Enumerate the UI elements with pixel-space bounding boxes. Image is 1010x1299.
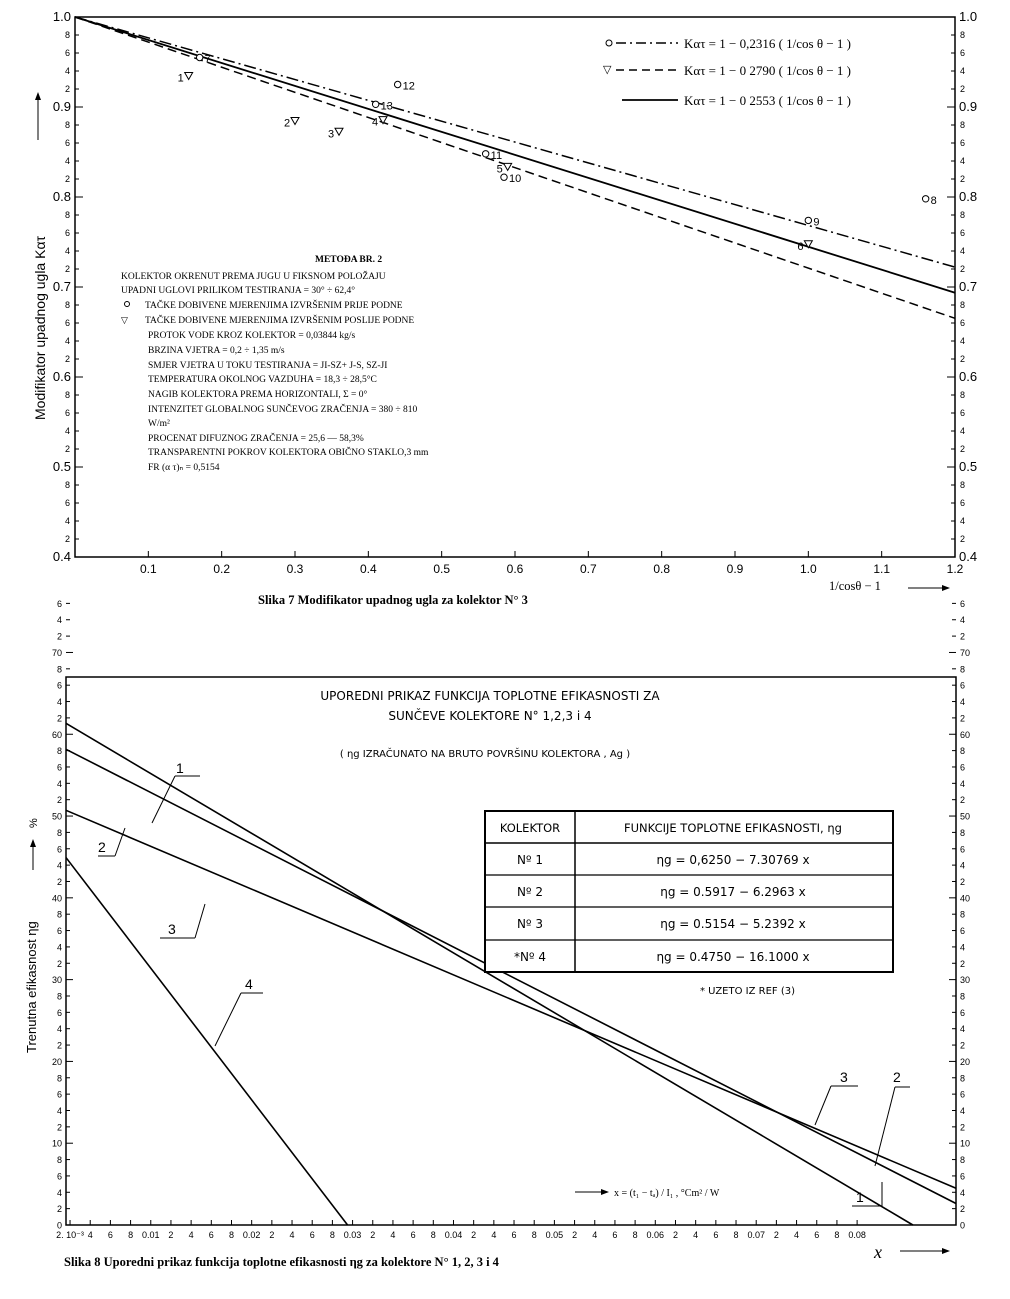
y-tick-label: 60 xyxy=(51,729,62,740)
y-tick-label: 2 xyxy=(960,795,966,806)
series-label-4: 4 xyxy=(245,976,253,992)
y-minor-label: 8 xyxy=(960,120,966,130)
y-tick-label: 50 xyxy=(960,811,971,822)
x-tick-label: 0.3 xyxy=(286,562,304,576)
y-minor-label: 4 xyxy=(64,426,70,436)
x-tick-label: 8 xyxy=(128,1230,134,1240)
x-tick-label: 0.07 xyxy=(747,1230,765,1240)
y-tick-label: 4 xyxy=(56,615,62,626)
chart2-series-lines xyxy=(66,723,956,1225)
y-tick-label: 0.6 xyxy=(959,369,978,384)
y-tick-label: 2 xyxy=(960,1040,966,1051)
legend-entry-3: Kατ = 1 − 0 2553 ( 1/cos θ − 1 ) xyxy=(684,93,851,108)
y-tick-label: 4 xyxy=(960,778,966,789)
y-tick-label: 6 xyxy=(960,844,966,855)
series-label-3: 3 xyxy=(168,921,176,937)
y-tick-label: 2 xyxy=(960,1204,966,1215)
y-tick-label: 4 xyxy=(56,1024,62,1035)
y-tick-label: 2 xyxy=(56,1122,62,1133)
chart2-y-unit: % xyxy=(28,818,40,828)
y-tick-label: 4 xyxy=(960,697,966,708)
y-tick-label: 6 xyxy=(960,926,966,937)
y-tick-label: 2 xyxy=(56,876,62,887)
x-tick-label: 6 xyxy=(612,1230,618,1240)
x-tick-label: 1.2 xyxy=(946,562,964,576)
point-label: 7 xyxy=(204,53,211,66)
x-tick-label: 1.0 xyxy=(799,562,817,576)
x-tick-label: 6 xyxy=(309,1230,315,1240)
y-tick-label: 8 xyxy=(960,746,966,757)
info-param: NAGIB KOLEKTORA PREMA HORIZONTALI, Σ = 0° xyxy=(148,390,368,400)
y-tick-label: 6 xyxy=(56,680,62,691)
y-tick-label: 6 xyxy=(960,598,966,609)
x-tick-label: 2. 10⁻³ xyxy=(56,1230,84,1240)
point-label: 11 xyxy=(490,149,503,162)
y-tick-label: 0 xyxy=(56,1220,62,1231)
table-cell: Nº 2 xyxy=(516,885,544,899)
y-tick-label: 0.7 xyxy=(52,279,71,294)
info-param: W/m² xyxy=(148,419,170,429)
info-title: METOĐA BR. 2 xyxy=(315,255,383,265)
chart1-info-block xyxy=(121,255,429,473)
y-minor-label: 6 xyxy=(64,48,70,58)
y-minor-label: 4 xyxy=(960,426,966,436)
y-minor-label: 8 xyxy=(960,30,966,40)
y-minor-label: 4 xyxy=(64,246,70,256)
y-tick-label: 2 xyxy=(960,713,966,724)
y-tick-label: 4 xyxy=(960,1105,966,1116)
x-tick-label: 0.5 xyxy=(433,562,451,576)
y-tick-label: 6 xyxy=(56,844,62,855)
y-tick-label: 2 xyxy=(56,958,62,969)
chart2-x-ticks xyxy=(56,1220,866,1240)
y-minor-label: 2 xyxy=(64,174,70,184)
point-label: 4 xyxy=(372,116,379,129)
chart2-y-axis-label: Trenutna efikasnost ηg xyxy=(24,921,39,1053)
y-tick-label: 8 xyxy=(960,1155,966,1166)
y-tick-label: 8 xyxy=(56,664,62,675)
y-minor-label: 6 xyxy=(64,408,70,418)
x-tick-label: 8 xyxy=(531,1230,537,1240)
y-tick-label: 8 xyxy=(56,827,62,838)
point-label: 5 xyxy=(496,163,503,176)
y-tick-label: 4 xyxy=(56,778,62,789)
table-cell: *Nº 4 xyxy=(513,950,547,964)
y-minor-label: 6 xyxy=(64,498,70,508)
y-tick-label: 8 xyxy=(960,1073,966,1084)
y-minor-label: 6 xyxy=(960,228,966,238)
series-label-1: 1 xyxy=(856,1189,864,1205)
chart1-caption: Slika 7 Modifikator upadnog ugla za kolektor N° 3 xyxy=(258,593,528,607)
table-cell: Nº 1 xyxy=(516,853,544,867)
x-tick-label: 8 xyxy=(632,1230,638,1240)
y-tick-label: 4 xyxy=(960,942,966,953)
table-header-function: FUNKCIJE TOPLOTNE EFIKASNOSTI, ηg xyxy=(624,821,842,835)
info-param: BRZINA VJETRA = 0,2 ÷ 1,35 m/s xyxy=(148,346,285,356)
y-tick-label: 8 xyxy=(56,909,62,920)
x-tick-label: 0.06 xyxy=(646,1230,665,1240)
chart1-y-axis-label: Modifikator upadnog ugla Kατ xyxy=(32,235,48,420)
y-tick-label: 0.4 xyxy=(959,549,978,564)
y-minor-label: 2 xyxy=(960,354,966,364)
x-tick-label: 0.6 xyxy=(506,562,524,576)
x-tick-label: 6 xyxy=(814,1230,820,1240)
y-minor-label: 2 xyxy=(64,534,70,544)
y-minor-label: 2 xyxy=(960,444,966,454)
point-before-noon xyxy=(394,81,400,87)
svg-text:▽: ▽ xyxy=(121,315,128,325)
y-tick-label: 2 xyxy=(56,795,62,806)
y-minor-label: 6 xyxy=(960,408,966,418)
y-minor-label: 6 xyxy=(960,498,966,508)
y-tick-label: 70 xyxy=(960,647,971,658)
table-header-kolektor: KOLEKTOR xyxy=(499,821,561,835)
info-param: TEMPERATURA OKOLNOG VAZDUHA = 18,3 ÷ 28,5°C xyxy=(148,375,377,385)
point-label: 1 xyxy=(177,72,184,85)
svg-text:▽: ▽ xyxy=(603,64,612,76)
x-tick-label: 0.08 xyxy=(848,1230,866,1240)
info-line: UPADNI UGLOVI PRILIKOM TESTIRANJA = 30° ÷ 62,4° xyxy=(121,286,356,296)
point-before-noon xyxy=(196,54,202,60)
y-minor-label: 8 xyxy=(64,30,70,40)
legend-entry-1: Kατ = 1 − 0,2316 ( 1/cos θ − 1 ) xyxy=(684,36,851,51)
y-tick-label: 8 xyxy=(960,909,966,920)
y-tick-label: 0 xyxy=(960,1220,966,1231)
y-tick-label: 0.8 xyxy=(959,189,978,204)
y-tick-label: 20 xyxy=(51,1056,62,1067)
y-minor-label: 2 xyxy=(64,264,70,274)
series-label-1: 1 xyxy=(176,760,184,776)
table-cell: Nº 3 xyxy=(516,917,544,931)
x-tick-label: 4 xyxy=(693,1230,699,1240)
y-minor-label: 2 xyxy=(960,84,966,94)
y-tick-label: 4 xyxy=(56,1187,62,1198)
y-tick-label: 0.8 xyxy=(52,189,71,204)
point-label: 13 xyxy=(380,100,393,113)
table-cell: ηg = 0.5154 − 5.2392 x xyxy=(660,917,806,931)
info-param: SMJER VJETRA U TOKU TESTIRANJA = JI-SZ+ J-S, SZ-JI xyxy=(148,361,388,371)
y-tick-label: 0.4 xyxy=(52,549,71,564)
y-minor-label: 4 xyxy=(64,156,70,166)
series-line-1 xyxy=(66,723,913,1225)
y-tick-label: 4 xyxy=(960,1024,966,1035)
y-minor-label: 4 xyxy=(960,156,966,166)
x-tick-label: 6 xyxy=(208,1230,214,1240)
x-tick-label: 0.05 xyxy=(545,1230,564,1240)
x-tick-label: 2 xyxy=(672,1230,678,1240)
y-tick-label: 0.9 xyxy=(52,99,71,114)
y-tick-label: 2 xyxy=(56,1040,62,1051)
y-tick-label: 10 xyxy=(960,1138,971,1149)
x-tick-label: 6 xyxy=(713,1230,719,1240)
x-tick-label: 4 xyxy=(592,1230,598,1240)
y-tick-label: 4 xyxy=(56,942,62,953)
point-label: 12 xyxy=(402,80,415,93)
info-param: TRANSPARENTNI POKROV KOLEKTORA OBIČNO STAKLO,3 mm xyxy=(148,448,429,458)
y-tick-label: 6 xyxy=(960,1171,966,1182)
chart1-legend xyxy=(603,36,851,108)
y-tick-label: 6 xyxy=(56,1007,62,1018)
point-before-noon xyxy=(482,151,488,157)
table-cell: ηg = 0.4750 − 16.1000 x xyxy=(656,950,810,964)
y-tick-label: 8 xyxy=(960,827,966,838)
point-before-noon xyxy=(922,196,928,202)
y-tick-label: 6 xyxy=(56,1171,62,1182)
y-tick-label: 40 xyxy=(960,893,971,904)
y-tick-label: 8 xyxy=(56,746,62,757)
x-tick-label: 8 xyxy=(228,1230,234,1240)
chart2-x-axis-label: x xyxy=(874,1242,882,1262)
x-tick-label: 6 xyxy=(107,1230,113,1240)
x-tick-label: 6 xyxy=(410,1230,416,1240)
series-label-2: 2 xyxy=(98,839,106,855)
y-tick-label: 4 xyxy=(960,615,966,626)
point-label: 8 xyxy=(930,194,937,207)
x-tick-label: 2 xyxy=(471,1230,477,1240)
y-minor-label: 4 xyxy=(960,336,966,346)
chart1-x-ticks xyxy=(140,551,964,576)
y-tick-label: 60 xyxy=(960,729,971,740)
y-minor-label: 6 xyxy=(960,318,966,328)
y-tick-label: 6 xyxy=(56,926,62,937)
y-tick-label: 30 xyxy=(960,975,971,986)
y-minor-label: 2 xyxy=(64,444,70,454)
point-label: 9 xyxy=(813,216,820,229)
info-param: FR (α τ)ₙ = 0,5154 xyxy=(148,463,220,473)
x-tick-label: 0.7 xyxy=(579,562,597,576)
x-tick-label: 4 xyxy=(491,1230,497,1240)
y-tick-label: 0.7 xyxy=(959,279,978,294)
x-tick-label: 0.4 xyxy=(359,562,377,576)
y-minor-label: 4 xyxy=(64,516,70,526)
x-tick-label: 2 xyxy=(168,1230,174,1240)
table-cell: ηg = 0.5917 − 6.2963 x xyxy=(660,885,806,899)
y-tick-label: 0.5 xyxy=(52,459,71,474)
info-param: INTENZITET GLOBALNOG SUNČEVOG ZRAČENJA = 380 ÷ 810 xyxy=(148,405,418,415)
y-minor-label: 2 xyxy=(64,354,70,364)
y-tick-label: 8 xyxy=(56,991,62,1002)
x-tick-label: 6 xyxy=(511,1230,517,1240)
y-minor-label: 8 xyxy=(64,300,70,310)
x-tick-label: 2 xyxy=(370,1230,376,1240)
y-tick-label: 0.5 xyxy=(959,459,978,474)
y-tick-label: 0.9 xyxy=(959,99,978,114)
y-minor-label: 6 xyxy=(64,318,70,328)
y-tick-label: 30 xyxy=(51,975,62,986)
y-minor-label: 4 xyxy=(960,66,966,76)
y-minor-label: 6 xyxy=(960,138,966,148)
y-tick-label: 8 xyxy=(56,1155,62,1166)
y-tick-label: 2 xyxy=(960,631,966,642)
y-tick-label: 50 xyxy=(51,811,62,822)
x-tick-label: 0.03 xyxy=(343,1230,362,1240)
y-minor-label: 8 xyxy=(64,210,70,220)
x-tick-label: 4 xyxy=(87,1230,93,1240)
y-minor-label: 6 xyxy=(960,48,966,58)
chart1-data-points xyxy=(178,54,937,253)
y-tick-label: 6 xyxy=(56,598,62,609)
y-tick-label: 6 xyxy=(960,1089,966,1100)
x-tick-label: 0.8 xyxy=(653,562,671,576)
y-minor-label: 4 xyxy=(64,66,70,76)
x-tick-label: 4 xyxy=(188,1230,194,1240)
info-param: PROCENAT DIFUZNOG ZRAČENJA = 25,6 — 58,3% xyxy=(148,434,364,444)
point-before-noon xyxy=(372,101,378,107)
point-label: 2 xyxy=(284,117,291,130)
point-after-noon xyxy=(291,118,299,125)
x-tick-label: 2 xyxy=(572,1230,578,1240)
table-cell: ηg = 0,6250 − 7.30769 x xyxy=(656,853,810,867)
y-tick-label: 4 xyxy=(56,860,62,871)
chart2-title-2: SUNČEVE KOLEKTORE N° 1,2,3 i 4 xyxy=(388,709,592,723)
point-before-noon xyxy=(805,217,811,223)
y-minor-label: 8 xyxy=(960,390,966,400)
y-tick-label: 6 xyxy=(960,762,966,773)
x-tick-label: 0.1 xyxy=(139,562,157,576)
x-tick-label: 0.02 xyxy=(242,1230,261,1240)
x-tick-label: 8 xyxy=(329,1230,335,1240)
x-tick-label: 8 xyxy=(430,1230,436,1240)
y-tick-label: 0.6 xyxy=(52,369,71,384)
y-minor-label: 4 xyxy=(64,336,70,346)
point-after-noon xyxy=(379,117,387,124)
y-tick-label: 4 xyxy=(960,860,966,871)
y-tick-label: 6 xyxy=(56,1089,62,1100)
info-line: KOLEKTOR OKRENUT PREMA JUGU U FIKSNOM POLOŽAJU xyxy=(121,272,386,282)
x-tick-label: 4 xyxy=(390,1230,396,1240)
y-tick-label: 2 xyxy=(56,1204,62,1215)
x-tick-label: 1.1 xyxy=(873,562,891,576)
x-tick-label: 0.01 xyxy=(141,1230,160,1240)
chart-slika-7 xyxy=(32,9,977,607)
point-after-noon xyxy=(185,73,193,80)
series-label-2: 2 xyxy=(893,1069,901,1085)
series-label-3: 3 xyxy=(840,1069,848,1085)
y-tick-label: 2 xyxy=(960,958,966,969)
x-tick-label: 4 xyxy=(289,1230,295,1240)
y-tick-label: 70 xyxy=(51,647,62,658)
x-tick-label: 8 xyxy=(834,1230,840,1240)
table-footnote: * UZETO IZ REF (3) xyxy=(700,986,795,997)
y-tick-label: 1.0 xyxy=(959,9,978,24)
chart-slika-8 xyxy=(24,599,970,1269)
y-tick-label: 8 xyxy=(960,991,966,1002)
point-label: 3 xyxy=(328,128,335,141)
y-minor-label: 8 xyxy=(64,480,70,490)
y-minor-label: 2 xyxy=(64,84,70,94)
y-minor-label: 4 xyxy=(960,246,966,256)
y-tick-label: 8 xyxy=(960,664,966,675)
legend-before-noon: TAČKE DOBIVENE MJERENJIMA IZVRŠENIM PRIJE PODNE xyxy=(145,301,403,311)
y-tick-label: 2 xyxy=(960,876,966,887)
point-label: 6 xyxy=(797,240,804,253)
x-tick-label: 8 xyxy=(733,1230,739,1240)
x-tick-label: 0.9 xyxy=(726,562,744,576)
y-tick-label: 6 xyxy=(960,1007,966,1018)
y-tick-label: 2 xyxy=(56,713,62,724)
y-minor-label: 8 xyxy=(960,300,966,310)
y-minor-label: 6 xyxy=(64,138,70,148)
legend-entry-2: Kατ = 1 − 0 2790 ( 1/cos θ − 1 ) xyxy=(684,63,851,78)
chart1-x-axis-label: 1/cosθ − 1 xyxy=(829,579,881,593)
x-tick-label: 0.04 xyxy=(444,1230,463,1240)
y-minor-label: 8 xyxy=(960,210,966,220)
y-minor-label: 8 xyxy=(960,480,966,490)
chart2-title: UPOREDNI PRIKAZ FUNKCIJA TOPLOTNE EFIKASNOSTI ZA xyxy=(320,689,660,703)
y-tick-label: 20 xyxy=(960,1056,971,1067)
legend-after-noon: TAČKE DOBIVENE MJERENJIMA IZVRŠENIM POSLIJE PODNE xyxy=(145,316,415,326)
y-minor-label: 4 xyxy=(960,516,966,526)
point-after-noon xyxy=(335,128,343,135)
x-tick-label: 0.2 xyxy=(213,562,231,576)
y-tick-label: 40 xyxy=(51,893,62,904)
y-tick-label: 4 xyxy=(56,697,62,708)
y-minor-label: 6 xyxy=(64,228,70,238)
point-after-noon xyxy=(504,163,512,170)
chart2-x-formula: x = (t₁ − tₐ) / I₁ , °Cm² / W xyxy=(614,1188,720,1199)
y-minor-label: 2 xyxy=(960,264,966,274)
chart2-subtitle: ( ηg IZRAČUNATO NA BRUTO POVRŠINU KOLEKTORA , Ag ) xyxy=(339,749,631,760)
y-tick-label: 6 xyxy=(56,762,62,773)
y-tick-label: 2 xyxy=(960,1122,966,1133)
y-minor-label: 8 xyxy=(64,390,70,400)
y-tick-label: 4 xyxy=(960,1187,966,1198)
y-minor-label: 8 xyxy=(64,120,70,130)
y-tick-label: 10 xyxy=(51,1138,62,1149)
y-tick-label: 2 xyxy=(56,631,62,642)
efficiency-function-table xyxy=(485,811,893,972)
y-minor-label: 2 xyxy=(960,174,966,184)
y-minor-label: 2 xyxy=(960,534,966,544)
x-tick-label: 4 xyxy=(794,1230,800,1240)
y-tick-label: 6 xyxy=(960,680,966,691)
x-tick-label: 2 xyxy=(269,1230,275,1240)
x-tick-label: 2 xyxy=(773,1230,779,1240)
y-tick-label: 1.0 xyxy=(52,9,71,24)
point-label: 10 xyxy=(509,173,522,186)
y-tick-label: 4 xyxy=(56,1105,62,1116)
chart2-caption: Slika 8 Uporedni prikaz funkcija toplotne efikasnosti ηg za kolektore N° 1, 2, 3 i 4 xyxy=(64,1255,499,1269)
info-param: PROTOK VODE KROZ KOLEKTOR = 0,03844 kg/s xyxy=(148,331,356,341)
y-tick-label: 8 xyxy=(56,1073,62,1084)
